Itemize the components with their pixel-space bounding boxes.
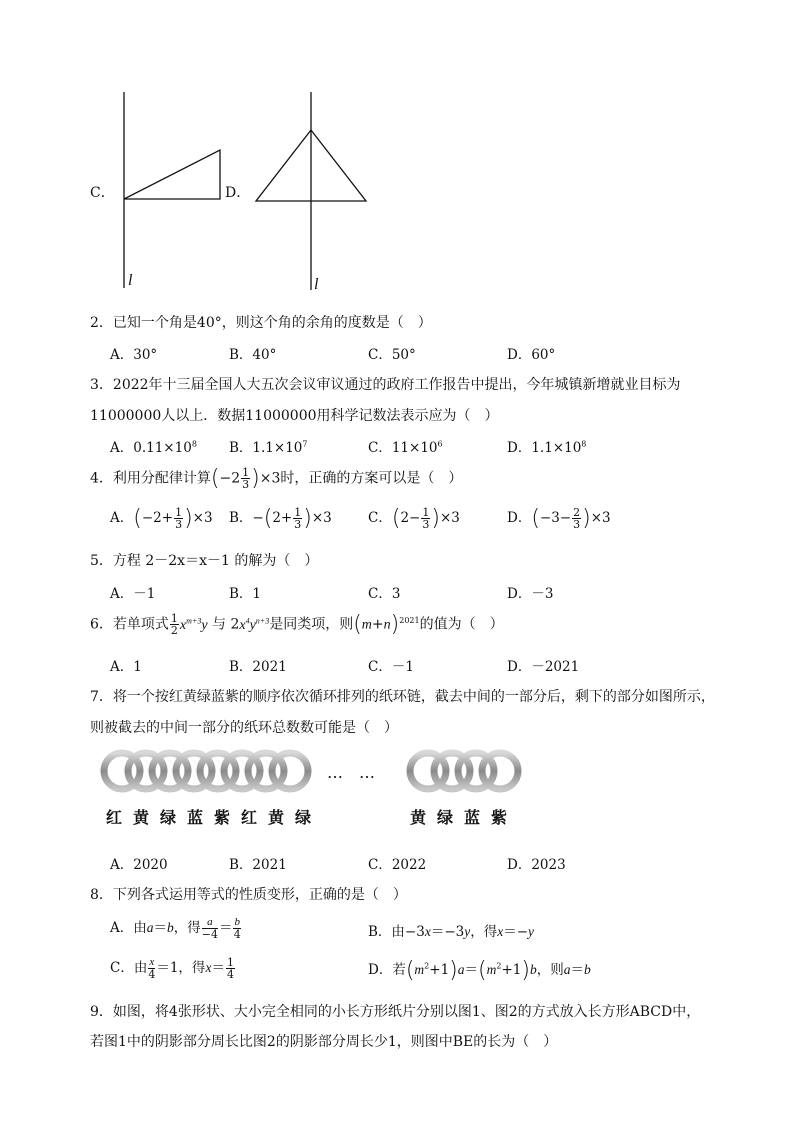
q3-option-a: A．$0.11\times 10^8$: [110, 439, 197, 456]
right-ring-chain: [410, 753, 518, 789]
option-d-label: D．: [225, 185, 251, 201]
q5-option-b: B．1: [229, 586, 262, 602]
question-8-stem: 8．下列各式运用等式的性质变形，正确的是（ ）: [90, 887, 407, 903]
question-4-stem: 4．利用分配律计算(−2 $\frac{1}{3}$ )×3时，正确的方案可以是（ ）: [90, 466, 463, 491]
q4-option-a: A．(−2+ $\frac{1}{3}$ )×3: [110, 506, 213, 531]
q7-option-c: C．2022: [368, 857, 427, 873]
q8-option-d: D．若$(m^2+1)a=(m^2+1)b$，则a＝b: [368, 958, 591, 983]
question-2-stem: 2．已知一个角是40°，则这个角的余角的度数是（ ）: [90, 315, 432, 331]
q6-option-b: B．2021: [229, 659, 287, 675]
q2-option-b: B．40°: [229, 347, 277, 363]
option-c-label: C．: [90, 185, 115, 201]
q3-option-b: B．$1.1\times 10^7$: [229, 439, 308, 456]
q7-option-b: B．2021: [229, 857, 287, 873]
q2-option-a: A．30°: [110, 347, 158, 363]
line-label-c: l: [128, 272, 133, 289]
q3-option-c: C．$11\times 10^6$: [368, 439, 443, 456]
question-9-stem-line2: 若图1中的阴影部分周长比图2的阴影部分周长少1，则图中BE的长为（ ）: [90, 1034, 558, 1050]
q6-option-c: C．－1: [368, 659, 414, 675]
left-ring-chain: [104, 753, 308, 789]
question-3-stem-line2: 11000000人以上．数据11000000用科学记数法表示应为（ ）: [90, 408, 499, 424]
question-3-stem-line1: 3．2022年十三届全国人大五次会议审议通过的政府工作报告中提出，今年城镇新增就业目标为: [90, 377, 681, 393]
left-chain-color-labels: 红黄绿蓝紫红黄绿: [106, 808, 323, 827]
q2-option-d: D．60°: [507, 347, 556, 363]
q8-option-a: A．由a＝b，得 $\frac{a}{-4}$ ＝ $\frac{b}{4}$: [110, 916, 241, 941]
q6-option-a: A．1: [110, 659, 142, 675]
q6-option-d: D．－2021: [507, 659, 580, 675]
question-7-stem-line2: 则被截去的中间一部分的纸环总数数可能是（ ）: [90, 720, 398, 736]
right-chain-color-labels: 黄绿蓝紫: [410, 808, 519, 827]
question-6-stem: 6．若单项式 $\frac{1}{2}$ $x^{m+3}y$ 与 $2x^4y^{n+3}$是同类项，则$(m+n)^{2021}$的值为（ ）: [90, 612, 504, 637]
q4-option-d: D．(−3− $\frac{2}{3}$ )×3: [507, 506, 611, 531]
line-label-d: l: [314, 276, 319, 293]
q2-option-c: C．50°: [368, 347, 416, 363]
question-7-stem-line1: 7．将一个按红黄绿蓝紫的顺序依次循环排列的纸环链，截去中间的一部分后，剩下的部分如图所示，: [90, 689, 715, 705]
q5-option-d: D．－3: [507, 586, 554, 602]
q7-option-a: A．2020: [110, 857, 168, 873]
q4-option-b: B．−(2+ $\frac{1}{3}$ )×3: [229, 506, 332, 531]
q7-option-d: D．2023: [507, 857, 566, 873]
q4-option-c: C．(2− $\frac{1}{3}$ )×3: [368, 506, 460, 531]
q3-option-d: D．$1.1\times 10^8$: [507, 439, 587, 456]
q8-option-c: C．由 $\frac{x}{4}$ ＝1，得x＝ $\frac{1}{4}$: [110, 956, 234, 981]
chain-ellipsis: … …: [327, 763, 376, 782]
q5-option-a: A．－1: [110, 586, 156, 602]
q5-option-c: C．3: [368, 586, 401, 602]
question-9-stem-line1: 9．如图，将4张形状、大小完全相同的小长方形纸片分别以图1、图2的方式放入长方形ABCD中，: [90, 1004, 701, 1020]
question-5-stem: 5．方程 2－2x＝x－1 的解为（ ）: [90, 553, 319, 569]
q8-option-b: B．由−3x＝−3y，得x＝−y: [368, 924, 535, 940]
